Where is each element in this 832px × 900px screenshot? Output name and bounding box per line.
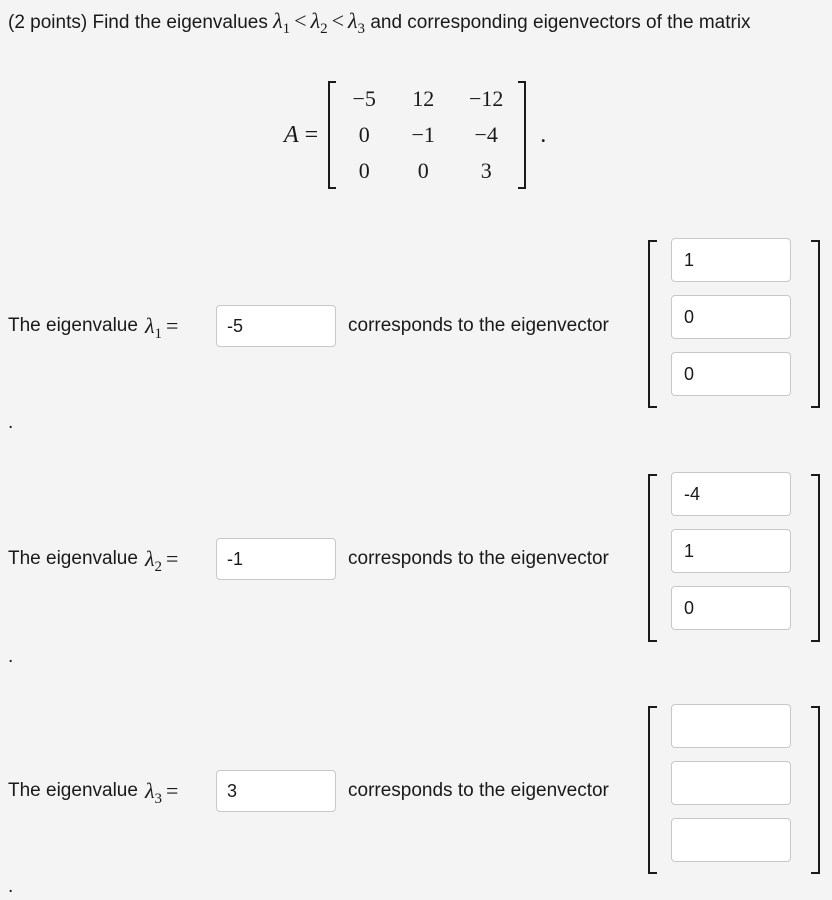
matrix-period: .: [540, 121, 547, 148]
matrix-cell: −5: [352, 86, 376, 111]
eigenvector-1-entry-3[interactable]: [671, 352, 791, 396]
matrix-a: [328, 81, 526, 189]
eigenvalue-1-label: The eigenvalue $\lambda_1$ =: [8, 304, 188, 348]
matrix-cell: 0: [417, 158, 429, 183]
vector-bracket-left: [648, 474, 657, 642]
matrix-bracket-left: [328, 81, 336, 189]
corresponds-label-2: corresponds to the eigenvector: [348, 548, 609, 569]
corresponds-label-1: corresponds to the eigenvector: [348, 315, 609, 336]
matrix-cell: −4: [474, 122, 498, 147]
eigenvalue-2-label: The eigenvalue $\lambda_2$ =: [8, 537, 188, 581]
matrix-cell: 3: [480, 158, 492, 183]
eigenvalue-2-input[interactable]: [216, 538, 336, 580]
eigenvector-3-entry-3[interactable]: [671, 818, 791, 862]
vector-bracket-left: [648, 706, 657, 874]
eigenvector-2-entry-1[interactable]: [671, 472, 791, 516]
eigenvalue-3-label: The eigenvalue $\lambda_3$ =: [8, 769, 188, 813]
eigenvector-1-entry-2[interactable]: [671, 295, 791, 339]
eigenvector-2-entry-2[interactable]: [671, 529, 791, 573]
matrix-cell: 0: [358, 158, 370, 183]
eigenvector-3-entry-2[interactable]: [671, 761, 791, 805]
corresponds-label-3: corresponds to the eigenvector: [348, 780, 609, 801]
eigenvector-3: [648, 706, 820, 874]
matrix-cell: 12: [412, 86, 435, 111]
eigenvector-3-entry-1[interactable]: [671, 704, 791, 748]
vector-bracket-right: [811, 240, 820, 408]
eigenvector-2: [648, 474, 820, 642]
eigenvector-2-entry-3[interactable]: [671, 586, 791, 630]
lambda-3-symbol: $\lambda_3$ =: [144, 778, 179, 807]
lambda-1-symbol: $\lambda_1$ =: [144, 313, 179, 342]
matrix-equals: =: [304, 121, 319, 148]
matrix-bracket-right: [518, 81, 526, 189]
eigenvector-1: [648, 240, 820, 408]
eigenvalue-ordering: $\lambda_1 < \lambda_2 < \lambda_3$: [273, 8, 366, 37]
matrix-label: A: [284, 121, 299, 148]
row-3-period: .: [8, 876, 14, 897]
eigenvalue-1-input[interactable]: [216, 305, 336, 347]
row-1-period: .: [8, 412, 14, 433]
problem-prefix: (2 points) Find the eigenvalues: [8, 12, 268, 33]
matrix-cell: 0: [358, 122, 370, 147]
eigenvalue-3-input[interactable]: [216, 770, 336, 812]
problem-statement: [8, 6, 823, 39]
lambda-2-symbol: $\lambda_2$ =: [144, 546, 179, 575]
eigenvector-1-entry-1[interactable]: [671, 238, 791, 282]
row-2-period: .: [8, 646, 14, 667]
vector-bracket-right: [811, 706, 820, 874]
vector-bracket-left: [648, 240, 657, 408]
matrix-cell: −1: [411, 122, 435, 147]
problem-suffix: and corresponding eigenvectors of the matrix: [370, 12, 751, 33]
matrix-display: [284, 85, 546, 185]
vector-bracket-right: [811, 474, 820, 642]
matrix-cell: −12: [469, 86, 504, 111]
